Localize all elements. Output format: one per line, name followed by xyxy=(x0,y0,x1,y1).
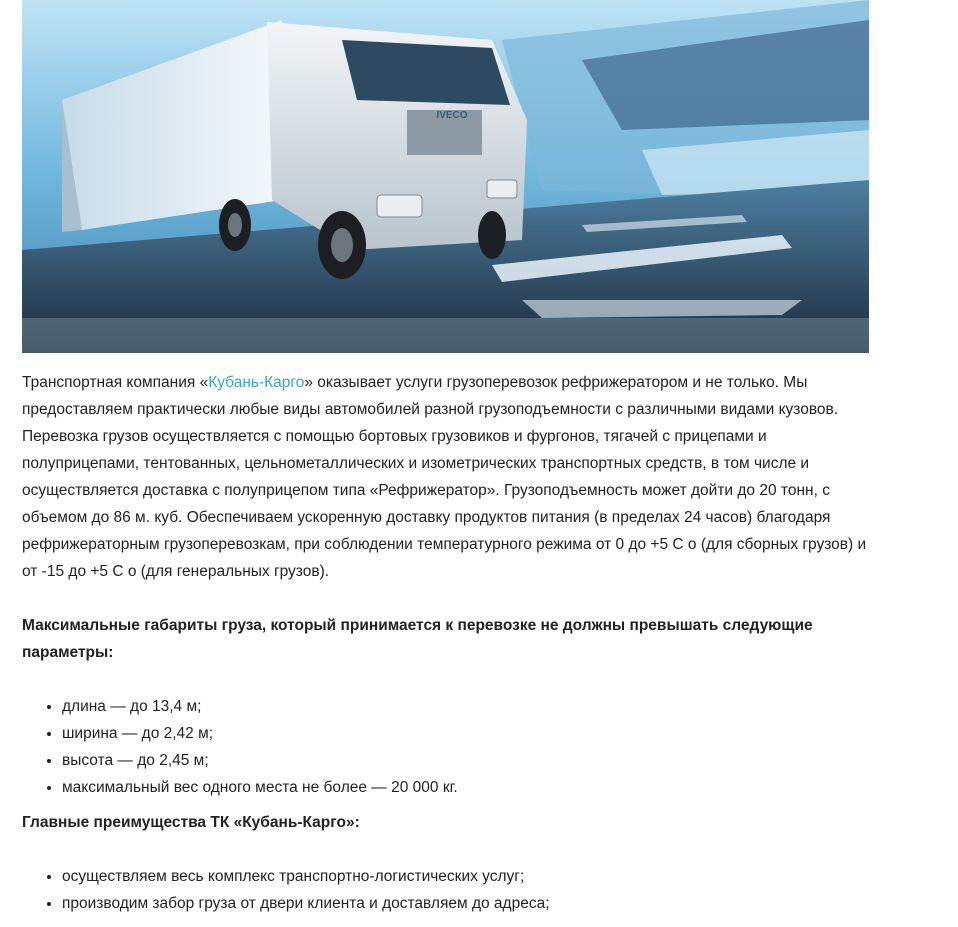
advantages-heading: Главные преимущества ТК «Кубань-Карго»: xyxy=(22,814,360,831)
list-item: • максимальный вес одного места не более — 20 000 кг. xyxy=(62,774,872,801)
company-link[interactable]: Кубань-Карго xyxy=(208,374,305,391)
truck-hero-image xyxy=(22,0,869,353)
truck-logo: IVECO xyxy=(436,110,468,121)
dimensions-heading: Максимальные габариты груза, который принимается к перевозке не должны превышать следующие параметры: xyxy=(22,617,813,661)
intro-text-start: Транспортная компания « xyxy=(22,374,209,391)
list-item: • высота — до 2,45 м; xyxy=(62,747,872,774)
list-item: • ширина — до 2,42 м; xyxy=(62,720,872,747)
list-item: • осуществляем весь комплекс транспортно-логистических услуг; xyxy=(62,863,872,890)
truck-illustration xyxy=(22,0,869,353)
intro-paragraph xyxy=(22,369,872,585)
article-content xyxy=(22,369,872,917)
dimensions-list xyxy=(22,693,872,801)
advantages-list xyxy=(22,863,872,917)
list-item: • производим забор груза от двери клиента и доставляем до адреса; xyxy=(62,890,872,917)
list-item: • длина — до 13,4 м; xyxy=(62,693,872,720)
intro-text-end: » оказывает услуги грузоперевозок рефрижератором и не только. Мы предоставляем практически любые виды автомобилей разной грузоподъемности с различными видами кузовов. Перевозка грузов осуществляется с помощью бортовых грузовиков и фургонов, тягачей с прицепами и полуприцепами, тентованных, цельнометаллических и изометрических транспортных средств, в том числе и осуществляется доставка с полуприцепом типа «Рефрижератор». Грузоподъемность может дойти до 20 тонн, с объемом до 86 м. куб. Обеспечиваем ускоренную доставку продуктов питания (в пределах 24 часов) благодаря рефрижераторным грузоперевозкам, при соблюдении температурного режима от 0 до +5 С о (для сборных грузов) и от -15 до +5 С о (для генеральных грузов). xyxy=(22,374,867,580)
